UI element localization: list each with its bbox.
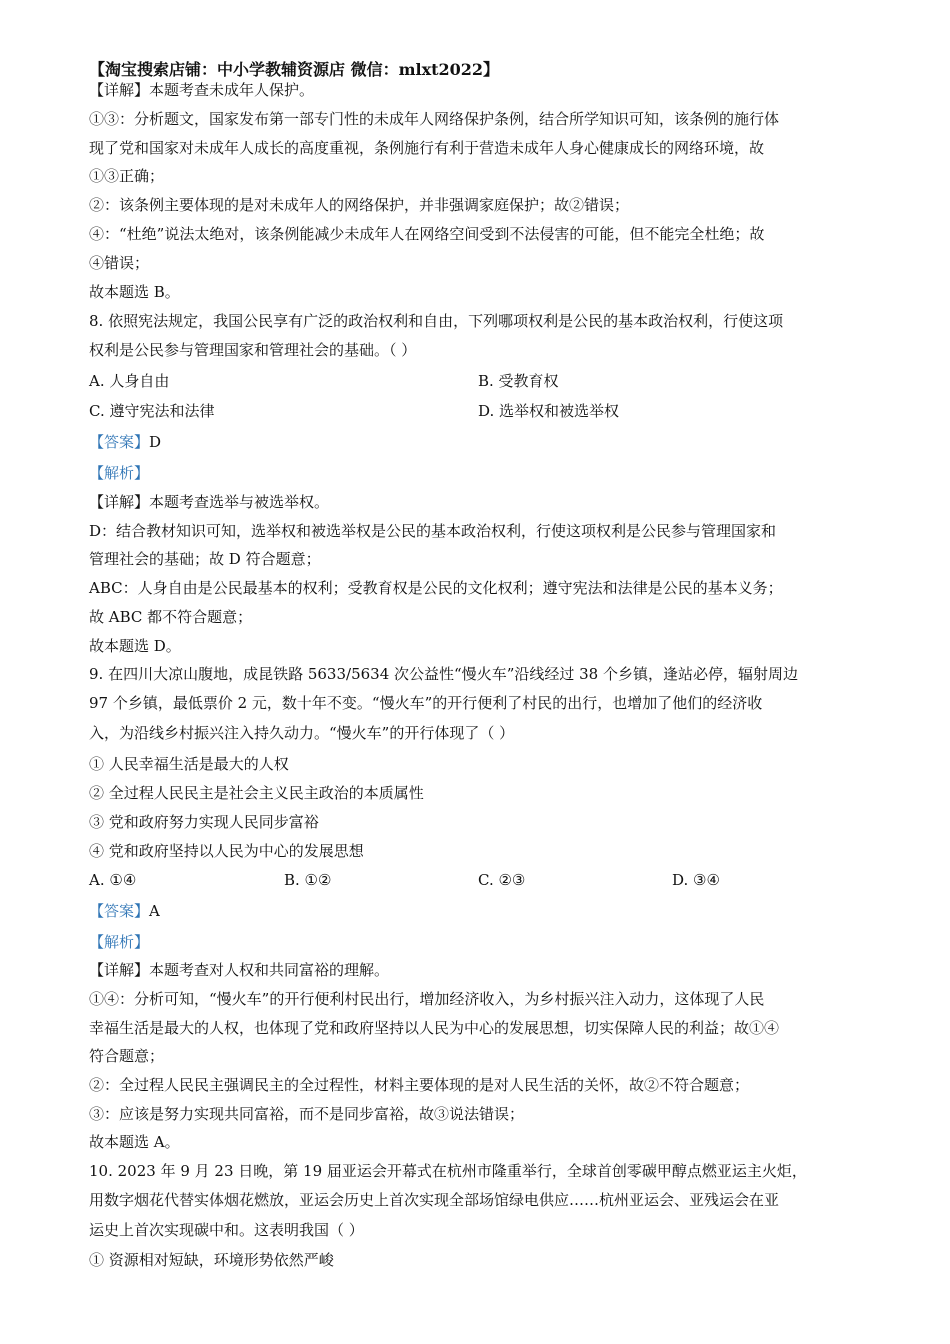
q9-analysis-line: 符合题意； xyxy=(89,1047,165,1065)
q9-detail: 【详解】本题考查对人权和共同富裕的理解。 xyxy=(89,961,390,979)
q9-option-c: C. ②③ xyxy=(478,871,526,889)
q9-option-d: D. ③④ xyxy=(672,871,720,889)
q9-item-2: ② 全过程人民民主是社会主义民主政治的本质属性 xyxy=(89,784,424,802)
q8-option-b: B. 受教育权 xyxy=(478,372,559,390)
q8-option-d: D. 选举权和被选举权 xyxy=(478,402,620,420)
q8-stem-line: 权利是公民参与管理国家和管理社会的基础。（ ） xyxy=(89,341,417,359)
q7-detail: 【详解】本题考查未成年人保护。 xyxy=(89,81,315,99)
q8-analysis-label: 【解析】 xyxy=(89,464,150,482)
answer-value: A xyxy=(149,902,160,920)
q8-conclusion: 故本题选 D。 xyxy=(89,637,181,655)
q8-option-c: C. 遵守宪法和法律 xyxy=(89,402,215,420)
q9-option-b: B. ①② xyxy=(284,871,332,889)
q8-analysis-line: 管理社会的基础；故 D 符合题意； xyxy=(89,550,321,568)
q8-analysis-line: D：结合教材知识可知，选举权和被选举权是公民的基本政治权利，行使这项权利是公民参与管理国家和 xyxy=(89,522,777,540)
answer-value: D xyxy=(149,433,162,451)
q9-analysis-line: ③：应该是努力实现共同富裕，而不是同步富裕，故③说法错误； xyxy=(89,1105,525,1123)
q7-analysis-line: ①③正确； xyxy=(89,167,165,185)
q8-answer xyxy=(89,432,161,452)
q10-stem-line: 10. 2023 年 9 月 23 日晚，第 19 届亚运会开幕式在杭州市隆重举行，全球首创零碳甲醇点燃亚运主火炬， xyxy=(89,1162,807,1180)
q8-option-a: A. 人身自由 xyxy=(89,372,170,390)
q7-conclusion: 故本题选 B。 xyxy=(89,283,180,301)
q10-stem-line: 运史上首次实现碳中和。这表明我国（ ） xyxy=(89,1221,364,1239)
q9-conclusion: 故本题选 A。 xyxy=(89,1133,180,1151)
q8-detail: 【详解】本题考查选举与被选举权。 xyxy=(89,493,330,511)
q9-analysis-line: 幸福生活是最大的人权，也体现了党和政府坚持以人民为中心的发展思想，切实保障人民的利益；故①④ xyxy=(89,1019,780,1037)
q10-stem-line: 用数字烟花代替实体烟花燃放，亚运会历史上首次实现全部场馆绿电供应……杭州亚运会、亚残运会在亚 xyxy=(89,1191,780,1209)
q8-analysis-line: ABC：人身自由是公民最基本的权利；受教育权是公民的文化权利；遵守宪法和法律是公民的基本义务； xyxy=(89,579,783,597)
q9-stem-line: 97 个乡镇，最低票价 2 元，数十年不变。“慢火车”的开行便利了村民的出行，也增加了他们的经济收 xyxy=(89,694,763,712)
q9-item-3: ③ 党和政府努力实现人民同步富裕 xyxy=(89,813,319,831)
q10-item-1: ① 资源相对短缺，环境形势依然严峻 xyxy=(89,1251,334,1269)
page-header: 【淘宝搜索店铺：中小学教辅资源店 微信：mlxt2022】 xyxy=(89,60,500,79)
q9-analysis-line: ①④：分析可知，“慢火车”的开行便利村民出行，增加经济收入，为乡村振兴注入动力，这体现了人民 xyxy=(89,990,765,1008)
q8-analysis-line: 故 ABC 都不符合题意； xyxy=(89,608,253,626)
q9-stem-line: 入，为沿线乡村振兴注入持久动力。“慢火车”的开行体现了（ ） xyxy=(89,724,515,742)
q7-analysis-line: ④错误； xyxy=(89,254,150,272)
q9-analysis-line: ②：全过程人民民主强调民主的全过程性，材料主要体现的是对人民生活的关怀，故②不符合题意； xyxy=(89,1076,750,1094)
q9-option-a: A. ①④ xyxy=(89,871,137,889)
q9-stem-line: 9. 在四川大凉山腹地，成昆铁路 5633/5634 次公益性“慢火车”沿线经过 38 个乡镇，逢站必停，辐射周边 xyxy=(89,665,798,683)
q9-item-4: ④ 党和政府坚持以人民为中心的发展思想 xyxy=(89,842,364,860)
q7-analysis-line: 现了党和国家对未成年人成长的高度重视，条例施行有利于营造未成年人身心健康成长的网络环境，故 xyxy=(89,139,765,157)
q7-analysis-line: ①③：分析题文，国家发布第一部专门性的未成年人网络保护条例，结合所学知识可知，该条例的施行体 xyxy=(89,110,780,128)
q7-analysis-line: ④：“杜绝”说法太绝对，该条例能减少未成年人在网络空间受到不法侵害的可能，但不能完全杜绝；故 xyxy=(89,225,765,243)
answer-label: 【答案】 xyxy=(89,902,150,920)
q9-item-1: ① 人民幸福生活是最大的人权 xyxy=(89,755,289,773)
q9-analysis-label: 【解析】 xyxy=(89,933,150,951)
answer-label: 【答案】 xyxy=(89,433,150,451)
q9-answer xyxy=(89,901,160,921)
q8-stem-line: 8. 依照宪法规定，我国公民享有广泛的政治权利和自由，下列哪项权利是公民的基本政治权利，行使这项 xyxy=(89,312,784,330)
q7-analysis-line: ②：该条例主要体现的是对未成年人的网络保护，并非强调家庭保护；故②错误； xyxy=(89,196,630,214)
